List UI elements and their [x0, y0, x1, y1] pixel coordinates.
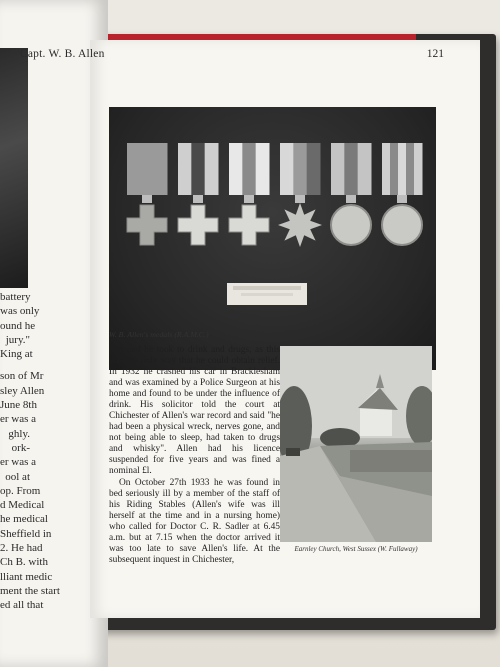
ribbon-stripe [307, 143, 321, 195]
ribbon-stripe [358, 143, 372, 195]
left-page-fragment: ghly. [8, 427, 30, 440]
medal-5 [331, 143, 372, 245]
left-page-fragment: ool at [5, 470, 30, 483]
ribbon-stripe [191, 143, 205, 195]
medals-caption: W. B. Allen's medals (R.A.M.C.) [109, 330, 209, 339]
ribbon-stripe [398, 143, 407, 195]
ribbon-stripe [331, 143, 345, 195]
ribbon-stripe [205, 143, 219, 195]
paragraph-2: On October 27th 1933 he was found in bed seriously ill by a member of the staff of his Riding Stables (Allen's wife was ill herself at the time and in a nursing home) who called for Doctor C. R. Sadler at 6.45 a.m. but at 7.15 when the doctor arrived it was too late to save Allen's life. At the subsequent inquest in Chichester, [109, 478, 280, 565]
ribbon-stripe [390, 143, 399, 195]
left-page-fragment: sley Allen [0, 384, 45, 397]
left-page-fragment: lliant medic [0, 570, 53, 583]
left-page-fragment: battery [0, 291, 31, 303]
left-page-fragment: er was a [0, 456, 37, 469]
article-text [109, 345, 280, 566]
paragraph-1: him and he took to drink and drugs, as this was the only way that he could obtain relief. In 1932 he crashed his car in Bracklesham and was examined by a Police Surgeon at his home and found to be under the influence of drink. His solicitor told the court at Chichester of Allen's war record and said "he had been a physical wreck, nerves gone, and not being able to sleep, had taken to drugs and whisky". Allen had his licence suspended for five years and was fined a nominal £l. [109, 345, 280, 476]
left-page-fragment: ound he [0, 319, 36, 332]
ribbon-stripe [256, 143, 270, 195]
left-page-fragment: d Medical [0, 499, 45, 512]
medals-label-card [227, 283, 307, 305]
running-head: Capt. W. B. Allen [20, 48, 105, 60]
left-page-fragment: King at [0, 348, 33, 361]
ribbon-stripe [414, 143, 423, 195]
ribbon-stripe [406, 143, 415, 195]
left-page-photo [0, 48, 28, 288]
medal-3 [229, 143, 270, 245]
left-page-fragment: son of Mr [0, 370, 44, 383]
medal-body [229, 205, 269, 245]
left-page-fragment: he medical [0, 513, 48, 526]
left-page-fragment: op. From [0, 484, 41, 497]
left-page-fragment: ment the start [0, 584, 60, 597]
medal-body [127, 205, 167, 245]
left-page-text [0, 290, 60, 613]
ribbon-stripe [344, 143, 358, 195]
church-illustration [280, 346, 432, 542]
ribbon-stripe [178, 143, 192, 195]
medal-body [382, 205, 422, 245]
left-page-fragment: Sheffield in [0, 527, 52, 540]
medal-2 [178, 143, 219, 245]
medal-6 [382, 143, 423, 245]
church-photo [280, 346, 432, 542]
ribbon-stripe [293, 143, 307, 195]
church-caption: Earnley Church, West Sussex (W. Fullaway) [294, 545, 418, 553]
left-page-fragment: was only [0, 305, 40, 318]
left-page-fragment: er was a [0, 413, 37, 426]
left-page-fragment: Ch B. with [0, 556, 48, 569]
left-page-fragment: ed all that [0, 599, 44, 612]
left-page-fragment: jury." [5, 333, 30, 346]
medal-1 [127, 143, 168, 245]
ribbon-stripe [382, 143, 391, 195]
ribbon-stripe [229, 143, 243, 195]
medal-body [178, 205, 218, 245]
medal-4 [278, 143, 322, 247]
left-page-fragment: ork- [11, 441, 30, 454]
ribbon-stripe [280, 143, 294, 195]
ribbon-stripe [242, 143, 256, 195]
page-number: 121 [426, 48, 444, 60]
medal-body [278, 203, 322, 247]
left-page-fragment: June 8th [0, 399, 37, 412]
medal-body [331, 205, 371, 245]
ribbon-stripe [127, 143, 168, 195]
left-page-fragment: 2. He had [0, 542, 43, 555]
